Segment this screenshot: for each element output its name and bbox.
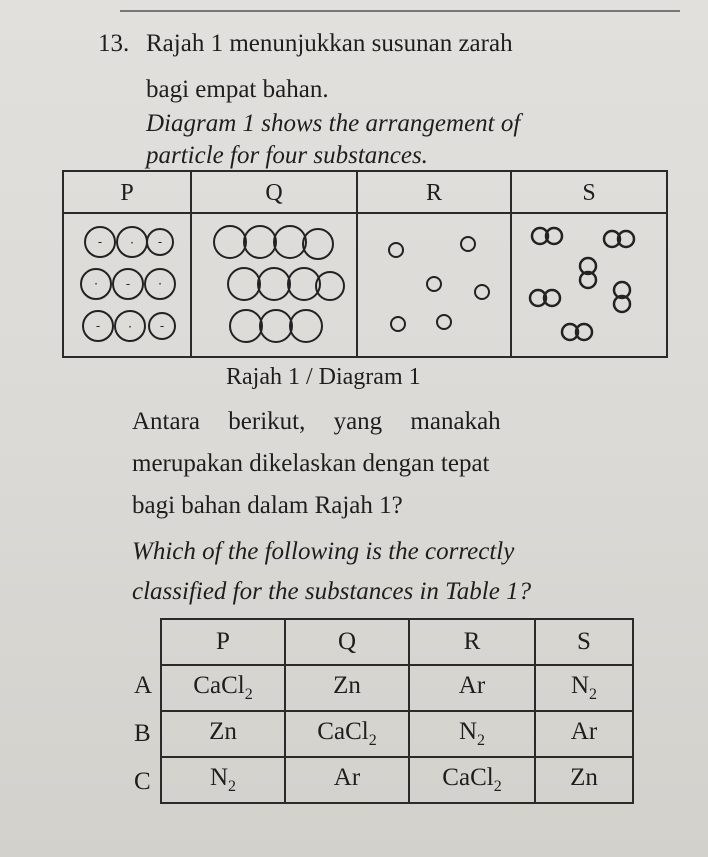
diagram-header-r: R	[425, 180, 442, 206]
prompt-english-line-2: classified for the substances in Table 1?	[132, 578, 532, 605]
svg-text:-: -	[159, 319, 165, 333]
table-cell: CaCl$_2$	[409, 757, 535, 803]
particles-p-ionic-lattice	[66, 214, 190, 356]
table-cell: $N_2$	[161, 757, 285, 803]
diagram-header-s: S	[582, 180, 596, 206]
particles-s-diatomic-gas	[512, 214, 666, 356]
option-label-b: B	[134, 720, 151, 747]
option-label-a: A	[134, 672, 153, 699]
svg-text:·: ·	[128, 320, 132, 334]
prompt-malay-line-2: merupakan dikelaskan dengan tepat	[132, 450, 490, 477]
svg-text:-: -	[125, 277, 131, 291]
svg-text:-: -	[157, 235, 163, 249]
question-malay-line-2: bagi empat bahan.	[146, 76, 329, 103]
svg-text:-: -	[97, 235, 103, 249]
prompt-english-line-1: Which of the following is the correctly	[132, 538, 515, 565]
question-english-line-1: Diagram 1 shows the arrangement of	[146, 110, 521, 137]
svg-text:·: ·	[94, 277, 98, 291]
table-cell: $N_2$	[409, 711, 535, 757]
diagram-caption: Rajah 1 / Diagram 1	[226, 364, 421, 390]
prompt-malay-line-3: bagi bahan dalam Rajah 1?	[132, 492, 403, 519]
table-cell: Zn	[535, 757, 633, 803]
option-label-c: C	[134, 768, 151, 795]
table-cell: Zn	[285, 665, 409, 711]
answer-header-r: R	[409, 619, 535, 665]
diagram-header-p: P	[120, 180, 134, 206]
answer-header-p: P	[161, 619, 285, 665]
table-cell: CaCl$_2$	[285, 711, 409, 757]
answer-table-header-row	[161, 619, 633, 665]
svg-text:·: ·	[130, 236, 134, 250]
question-english-line-2: particle for four substances.	[146, 142, 428, 169]
table-cell: Ar	[285, 757, 409, 803]
diagram-header-q: Q	[265, 180, 283, 206]
option-row-b[interactable]	[161, 711, 633, 757]
answer-table	[160, 618, 634, 804]
prompt-malay-line-1: Antara berikut, yang manakah	[132, 408, 501, 435]
table-cell: Ar	[409, 665, 535, 711]
table-cell: CaCl$_2$	[161, 665, 285, 711]
table-cell: Zn	[161, 711, 285, 757]
svg-text:-: -	[95, 319, 101, 333]
option-row-c[interactable]	[161, 757, 633, 803]
answer-header-q: Q	[285, 619, 409, 665]
top-rule	[120, 10, 680, 12]
table-cell: $N_2$	[535, 665, 633, 711]
table-cell: Ar	[535, 711, 633, 757]
option-row-a[interactable]	[161, 665, 633, 711]
particles-q-metal-lattice	[192, 214, 356, 356]
answer-header-s: S	[535, 619, 633, 665]
svg-text:·: ·	[158, 277, 162, 291]
question-number: 13.	[98, 30, 130, 57]
particles-r-monatomic-gas	[358, 214, 510, 356]
particle-diagram	[62, 170, 668, 358]
question-malay-line-1: Rajah 1 menunjukkan susunan zarah	[146, 30, 513, 57]
